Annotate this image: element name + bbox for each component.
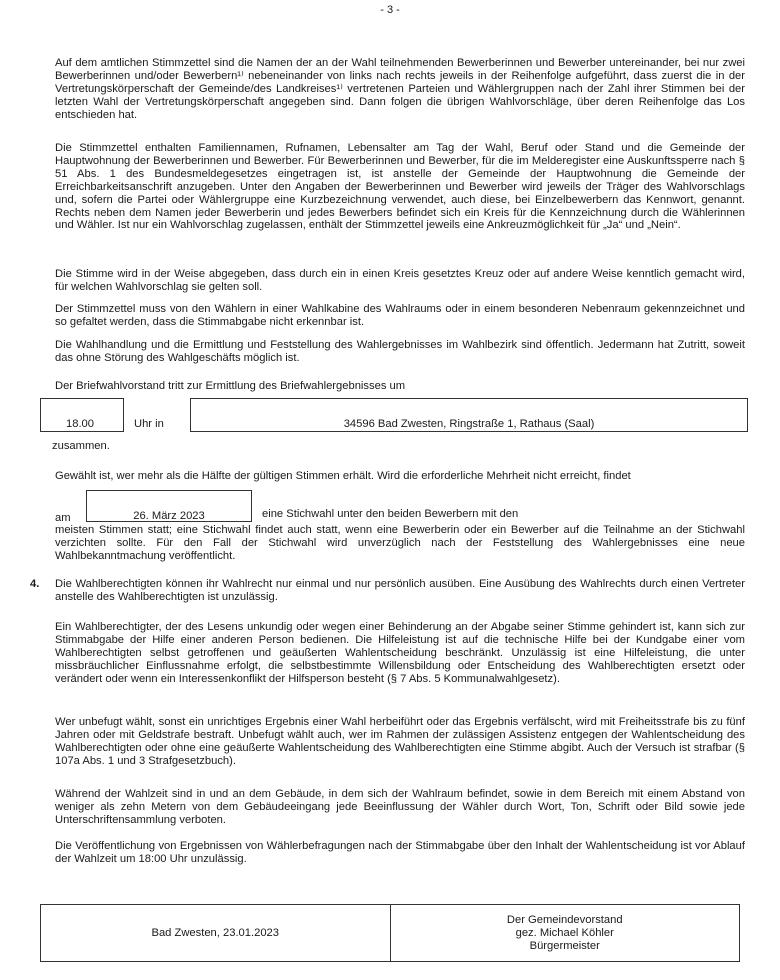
- vote-casting-paragraph: Die Stimme wird in der Weise abgegeben, dass durch ein in einen Kreis gesetztes Kreuz oder auf andere Weise kenntlich gemacht wird, für welchen Wahlvorschlag sie gelten soll.: [55, 268, 745, 293]
- exit-poll-paragraph: Die Veröffentlichung von Ergebnissen von Wählerbefragungen nach der Stimmabgabe über den Inhalt der Wahlentscheidung ist vor Ablauf der Wahlzeit um 18:00 Uhr unzulässig.: [55, 840, 745, 865]
- signature-table: [40, 904, 740, 962]
- public-counting-paragraph: Die Wahlhandlung und die Ermittlung und Feststellung des Wahlergebnisses im Wahlbezirk sind öffentlich. Jedermann hat Zutritt, soweit das ohne Störung des Wahlgeschäfts möglich ist.: [55, 339, 745, 364]
- uhr-in-label: Uhr in: [134, 418, 164, 430]
- ballot-order-paragraph: Auf dem amtlichen Stimmzettel sind die Namen der an der Wahl teilnehmenden Bewerberinnen und Bewerber untereinander, bei nur zwei Bewerberinnen und/oder Bewerbern¹⁾ nebeneinander von links nach rechts jeweils in der Reihenfolge aufgeführt, dass zuerst die in der Vertretungskörperschaft der Gemeinde/des Landkreises¹⁾ vertretenen Parteien und Wählergruppen nach der Zahl ihrer Stimmen bei der letzten Wahl der Vertretungskörperschaft angegeben sind. Dann folgen die übrigen Wahlvorschläge, über deren Reihenfolge das Los entschieden hat.: [55, 57, 745, 121]
- runoff-text-after-date: eine Stichwahl unter den beiden Bewerbern mit den: [262, 508, 519, 520]
- place-date: Bad Zwesten, 23.01.2023: [151, 926, 279, 939]
- penalty-paragraph: Wer unbefugt wählt, sonst ein unrichtiges Ergebnis einer Wahl herbeiführt oder das Ergebnis verfälscht, wird mit Freiheitsstrafe bis zu fünf Jahren oder mit Geldstrafe bestraft. Unbefugt wählt auch, wer im Rahmen der zulässigen Assistenz entgegen der Wahlentscheidung des Wahlberechtigten oder ohne eine geäußerte Wahlentscheidung des Wahlberechtigten eine Stimme abgibt. Auch der Versuch ist strafbar (§ 107a Abs. 1 und 3 Strafgesetzbuch).: [55, 716, 745, 767]
- time-value: 18.00: [66, 418, 94, 430]
- personal-voting-paragraph: Die Wahlberechtigten können ihr Wahlrecht nur einmal und nur persönlich ausüben. Eine Ausübung des Wahlrechts durch einen Vertreter anstelle des Wahlberechtigten ist unzulässig.: [55, 578, 745, 603]
- signatory-name: gez. Michael Köhler: [515, 926, 614, 939]
- influence-ban-paragraph: Während der Wahlzeit sind in und an dem Gebäude, in dem sich der Wahlraum befindet, sowie in dem Bereich mit einem Abstand von weniger als zehn Metern von dem Gebäudeeingang jede Beeinflussung der Wähler durch Wort, Ton, Schrift oder Bild sowie jede Unterschriftensammlung verboten.: [55, 788, 745, 826]
- zusammen-label: zusammen.: [52, 440, 110, 452]
- page-number: - 3 -: [380, 4, 400, 16]
- ballot-content-paragraph: Die Stimmzettel enthalten Familiennamen, Rufnamen, Lebensalter am Tag der Wahl, Beruf oder Stand und die Gemeinde der Hauptwohnung der Bewerberinnen und Bewerber. Für Bewerberinnen und Bewerber, für die im Melderegister eine Auskunftssperre nach § 51 Abs. 1 des Bundesmeldegesetzes eingetragen ist, ist anstelle der Gemeinde der Hauptwohnung die Gemeinde der Erreichbarkeitsanschrift anzugeben. Unter den Angaben der Bewerberinnen und Bewerber wird jeweils der Träger des Wahlvorschlags und, sofern die Partei oder Wählergruppe eine Kurzbezeichnung verwendet, auch diese, bei Einzelbewerbern das Kennwort, genannt. Rechts neben dem Namen jeder Bewerberin und jedes Bewerbers befindet sich ein Kreis für die Kennzeichnung durch die Wählerinnen und Wähler. Ist nur ein Wahlvorschlag zugelassen, enthält der Stimmzettel jeweils eine Ankreuzmöglichkeit für „Ja“ und „Nein“.: [55, 142, 745, 232]
- signatory-body: Der Gemeindevorstand: [506, 913, 623, 926]
- section-number: 4.: [30, 578, 40, 590]
- signatory-title: Bürgermeister: [529, 939, 600, 952]
- postal-board-intro: Der Briefwahlvorstand tritt zur Ermittlung des Briefwahlergebnisses um: [55, 380, 406, 392]
- runoff-date-value: 26. März 2023: [133, 510, 205, 522]
- assistance-paragraph: Ein Wahlberechtigter, der des Lesens unkundig oder wegen einer Behinderung an der Abgabe seiner Stimme gehindert ist, kann sich zur Stimmabgabe der Hilfe einer anderen Person bedienen. Die Hilfeleistung ist auf die technische Hilfe bei der Kundgabe einer vom Wahlberechtigten selbst getroffenen und geäußerten Wahlentscheidung beschränkt. Unzulässig ist eine Hilfeleistung, die unter missbräuchlicher Einflussnahme erfolgt, die selbstbestimmte Willensbildung oder Entscheidung des Wahlberechtigten ersetzt oder verändert oder wenn ein Interessenkonflikt der Hilfsperson besteht (§ 7 Abs. 5 Kommunalwahlgesetz).: [55, 621, 745, 685]
- am-label: am: [55, 512, 71, 524]
- runoff-continuation: meisten Stimmen statt; eine Stichwahl findet auch statt, wenn eine Bewerberin oder ein Bewerber auf die Teilnahme an der Stichwahl verzichten sollte. Für den Fall der Stichwahl wird unverzüglich nach der Feststellung des Wahlergebnisses eine neue Wahlbekanntmachung veröffentlicht.: [55, 524, 745, 562]
- place-date-cell: [41, 905, 390, 961]
- voting-booth-paragraph: Der Stimmzettel muss von den Wählern in einer Wahlkabine des Wahlraums oder in einem besonderen Nebenraum gekennzeichnet und so gefaltet werden, dass die Stimmabgabe nicht erkennbar ist.: [55, 303, 745, 328]
- location-value: 34596 Bad Zwesten, Ringstraße 1, Rathaus (Saal): [343, 418, 595, 430]
- majority-rule-text: Gewählt ist, wer mehr als die Hälfte der gültigen Stimmen erhält. Wird die erforderliche Mehrheit nicht erreicht, findet: [55, 470, 631, 482]
- signatory-cell: [390, 905, 740, 961]
